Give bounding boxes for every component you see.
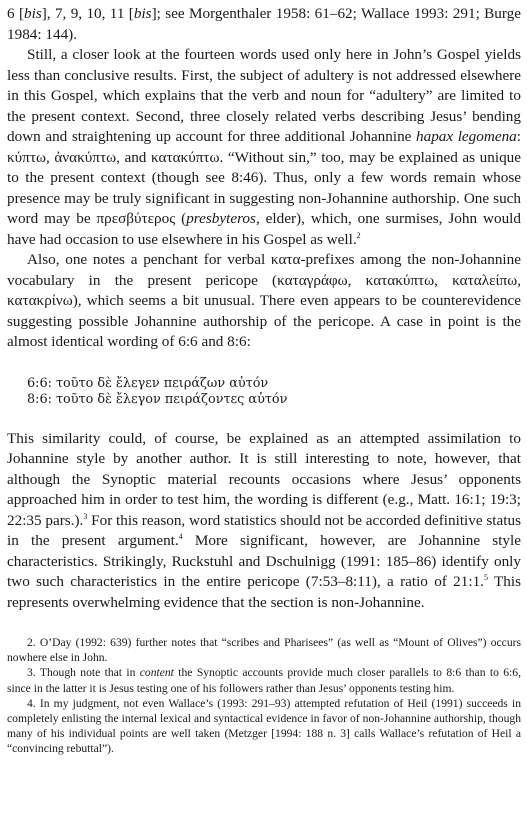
text-run: , elder), which, one surmises, John would have had occasion to use elsewhere in his Gospel as well. <box>7 210 521 248</box>
italic-text: bis <box>24 5 42 22</box>
text-run: More significant, however, are Johannine style characteristics. Strikingly, Ruckstuhl and Dschulnigg (1991: 185–86) identify only two such characteristics in the entire pericope (7:53–8:11), a ratio of 21:1. <box>7 532 521 590</box>
paragraph <box>7 250 521 353</box>
text-run: : κύπτω, ἀνακύπτω, and κατακύπτω. “Without sin,” too, may be explained as unique to the present context (though see 8:46). Thus, only a few words remain whose presence may be truly significant in suggesting non-Johannine authorship. One such word may be πρεσβύτερος ( <box>7 128 521 227</box>
text-run: 3. Though note that in <box>27 666 140 680</box>
footnote-marker: 5 <box>483 572 488 582</box>
text-run: This represents overwhelming evidence that the section is non-Johannine. <box>7 573 521 611</box>
paragraph <box>7 45 521 250</box>
main-text-continued <box>7 429 521 614</box>
greek-example-line: 8:6: τοῦτο δὲ ἔλεγον πειράζοντες αὐτόν <box>27 392 288 407</box>
footnote-marker: 4 <box>178 531 183 541</box>
italic-text: bis <box>133 5 152 22</box>
text-run: Also, one notes a penchant for verbal κατα-prefixes among the non-Johannine vocabulary in the present pericope (καταγράφω, κατακύπτω, καταλείπω, κατακρίνω), which seems a bit unusual. There even appears to be counterevidence suggesting possible Johannine authorship of the pericope. A case in point is the almost identical wording of 6:6 and 8:6: <box>7 251 521 350</box>
text-run: For this reason, word statistics should not be accorded definitive status in the present argument. <box>7 511 521 549</box>
footnote <box>7 665 521 695</box>
text-run: This similarity could, of course, be explained as an attempted assimilation to Johannine style by another author. It is still interesting to note, however, that although the Synoptic material recounts occasions where Jesus’ opponents approached him in order to test him, the wording is different (e.g., Matt. 16:1; 19:3; 22:35 pars.). <box>7 429 521 529</box>
text-run: 6 [ <box>7 5 25 22</box>
text-run: 4. In my judgment, not even Wallace’s (1993: 291–93) attempted refutation of Heil (1991) succeeds in completely enlisting the internal lexical and syntactical evidence in favor of non-Johannine authorship, though many of his individual points are well taken (Metzger [1994: 188 n. 3] calls Wallace’s refutation of Heil a “convincing rebuttal”). <box>7 696 521 756</box>
footnote <box>7 635 521 665</box>
footnote-marker: 2 <box>356 230 361 240</box>
italic-text: hapax legomena <box>416 128 517 145</box>
italic-text: content <box>139 666 174 680</box>
text-run: the Synoptic accounts provide much closer parallels to 8:6 than to 6:6, since in the latter it is Jesus testing one of his followers rather than Jesus’ opponents testing him. <box>7 666 521 695</box>
greek-comparison <box>27 376 521 409</box>
greek-example-line: 6:6: τοῦτο δὲ ἔλεγεν πειράζων αὐτόν <box>27 375 269 391</box>
footnotes <box>7 635 521 757</box>
paragraph <box>7 429 521 614</box>
italic-text: presbyteros <box>186 210 256 227</box>
text-run: Still, a closer look at the fourteen words used only here in John’s Gospel yields less than conclusive results. First, the subject of adultery is not addressed elsewhere in this Gospel, which explains that the verb and noun for “adultery” are limited to the present context. Second, three closely related verbs describing Jesus’ bending down and straightening up account for three additional Johannine <box>7 46 521 145</box>
document-page <box>7 4 521 757</box>
text-run: ], 7, 9, 10, 11 [ <box>41 5 134 22</box>
text-run: ]; see Morgenthaler 1958: 61–62; Wallace 1993: 291; Burge 1984: 144). <box>7 5 521 43</box>
paragraph <box>7 4 521 45</box>
main-text <box>7 4 521 353</box>
footnote-marker: 3 <box>83 511 88 521</box>
footnote <box>7 696 521 757</box>
text-run: 2. O’Day (1992: 639) further notes that “scribes and Pharisees” (as well as “Mount of Olives”) occurs nowhere else in John. <box>7 636 521 665</box>
